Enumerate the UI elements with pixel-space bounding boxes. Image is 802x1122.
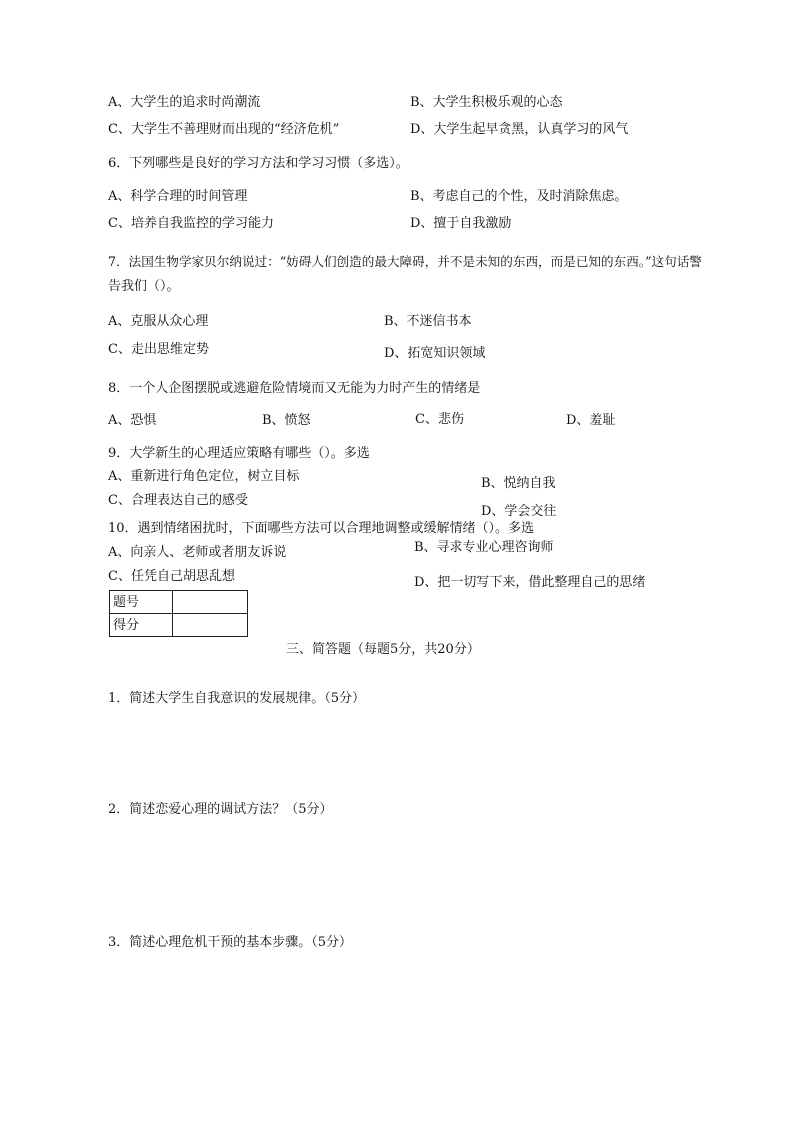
short-answer-q2: 2．简述恋爱心理的调试方法？（5分） xyxy=(108,802,333,817)
q6-option-d: D、擅于自我激励 xyxy=(410,216,512,231)
score-table-row xyxy=(110,591,248,614)
q7-stem-line1: 7．法国生物学家贝尔纳说过：“妨碍人们创造的最大障碍，并不是未知的东西，而是已知的东西。”这句话警 xyxy=(108,254,702,269)
q6-option-a: A、科学合理的时间管理 xyxy=(108,189,248,204)
q8-option-b: B、愤怒 xyxy=(262,413,311,428)
q7-stem-line2: 告我们（）。 xyxy=(108,279,180,294)
q5-option-c: C、大学生不善理财而出现的“经济危机” xyxy=(108,122,340,137)
q9-option-b: B、悦纳自我 xyxy=(481,476,556,491)
score-cell[interactable] xyxy=(173,614,248,637)
score-table-row xyxy=(110,614,248,637)
short-answer-q1: 1．简述大学生自我意识的发展规律。（5分） xyxy=(108,691,366,706)
q8-stem: 8．一个人企图摆脱或逃避危险情境而又无能为力时产生的情绪是 xyxy=(108,381,481,396)
q8-option-c: C、悲伤 xyxy=(415,412,464,427)
q5-option-b: B、大学生积极乐观的心态 xyxy=(410,95,563,110)
q7-option-a: A、克服从众心理 xyxy=(108,314,209,329)
short-answer-q3: 3．简述心理危机干预的基本步骤。（5分） xyxy=(108,935,353,950)
q10-option-a: A、向亲人、老师或者朋友诉说 xyxy=(108,545,287,560)
score-table xyxy=(109,590,248,637)
q7-option-b: B、不迷信书本 xyxy=(384,314,472,329)
q7-option-d: D、拓宽知识领域 xyxy=(384,346,486,361)
score-label: 得分 xyxy=(110,614,173,637)
q6-option-b: B、考虑自己的个性，及时消除焦虑。 xyxy=(410,189,628,204)
section3-heading: 三、简答题（每题5分，共20分） xyxy=(286,642,480,657)
q10-stem: 10．遇到情绪困扰时，下面哪些方法可以合理地调整或缓解情绪（）。多选 xyxy=(108,521,535,536)
q9-option-a: A、重新进行角色定位，树立目标 xyxy=(108,469,300,484)
question-number-label: 题号 xyxy=(110,591,173,614)
q9-option-c: C、合理表达自己的感受 xyxy=(108,493,248,508)
q7-option-c: C、走出思维定势 xyxy=(108,342,209,357)
q10-option-b: B、寻求专业心理咨询师 xyxy=(414,540,554,555)
q5-option-d: D、大学生起早贪黑，认真学习的风气 xyxy=(410,122,629,137)
question-number-cell[interactable] xyxy=(173,591,248,614)
q9-stem: 9．大学新生的心理适应策略有哪些（）。多选 xyxy=(108,446,370,461)
q10-option-c: C、任凭自己胡思乱想 xyxy=(108,569,235,584)
q8-option-a: A、恐惧 xyxy=(108,413,157,428)
q5-option-a: A、大学生的追求时尚潮流 xyxy=(108,95,261,110)
q8-option-d: D、羞耻 xyxy=(566,413,616,428)
q10-option-d: D、把一切写下来，借此整理自己的思绪 xyxy=(414,575,646,590)
q9-option-d: D、学会交往 xyxy=(481,504,557,519)
q6-stem: 6．下列哪些是良好的学习方法和学习习惯（多选）。 xyxy=(108,156,409,171)
q6-option-c: C、培养自我监控的学习能力 xyxy=(108,216,274,231)
